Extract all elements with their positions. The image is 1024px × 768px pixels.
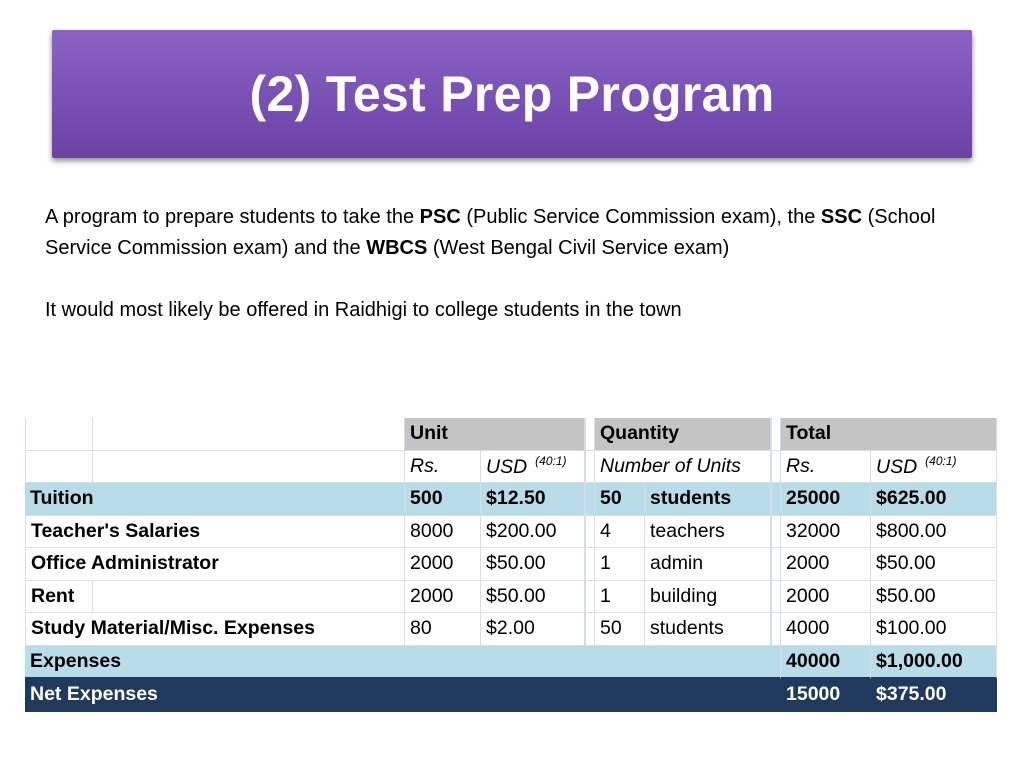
total-rs-cell: 2000 xyxy=(781,581,871,614)
total-usd-cell: $800.00 xyxy=(871,516,997,549)
quantity-header: Quantity xyxy=(595,418,771,451)
intro-text-part: (West Bengal Civil Service exam) xyxy=(427,237,730,259)
subheader-row xyxy=(25,451,997,484)
total-rs-cell: 25000 xyxy=(781,483,871,516)
empty-cell xyxy=(93,451,405,484)
table-row xyxy=(25,613,997,646)
table-row xyxy=(25,548,997,581)
ssc-term: SSC xyxy=(820,206,863,228)
expenses-row xyxy=(25,646,997,680)
unit-usd-cell: $50.00 xyxy=(481,581,585,614)
unit-header: Unit xyxy=(405,418,585,451)
row-label: Teacher's Salaries xyxy=(25,516,405,549)
table-row xyxy=(25,483,997,516)
qty-cell: 50 xyxy=(595,483,645,516)
ratio-label: (40:1) xyxy=(535,453,567,468)
intro-paragraph-1 xyxy=(45,202,945,264)
qty-cell: 1 xyxy=(595,548,645,581)
total-usd-cell: $625.00 xyxy=(871,483,997,516)
unit-rs-cell: 2000 xyxy=(405,548,481,581)
gap-cell xyxy=(585,483,595,516)
total-usd-cell: $50.00 xyxy=(871,581,997,614)
gap-cell xyxy=(585,418,595,451)
row-label: Study Material/Misc. Expenses xyxy=(25,613,405,646)
usd-label: USD xyxy=(486,455,528,478)
net-expenses-label: Net Expenses xyxy=(25,679,781,712)
total-rs-subheader: Rs. xyxy=(781,451,871,484)
net-total-rs: 15000 xyxy=(781,679,871,712)
total-rs-cell: 32000 xyxy=(781,516,871,549)
total-header: Total xyxy=(781,418,997,451)
intro-text-part: (Public Service Commission exam), the xyxy=(460,206,821,228)
qty-unit-cell: admin xyxy=(645,548,771,581)
gap-cell xyxy=(771,581,781,614)
empty-cell xyxy=(25,418,93,451)
row-label: Tuition xyxy=(25,483,405,516)
gap-cell xyxy=(585,581,595,614)
gap-cell xyxy=(585,548,595,581)
unit-usd-cell: $200.00 xyxy=(481,516,585,549)
qty-unit-cell: building xyxy=(645,581,771,614)
unit-rs-cell: 500 xyxy=(405,483,481,516)
slide-title: (2) Test Prep Program xyxy=(249,66,775,122)
header-row xyxy=(25,418,997,451)
intro-text-part: A program to prepare students to take the xyxy=(45,206,420,228)
total-usd-subheader xyxy=(871,451,997,484)
empty-cell xyxy=(93,581,405,614)
row-label: Office Administrator xyxy=(25,548,405,581)
qty-unit-cell: students xyxy=(645,613,771,646)
unit-rs-cell: 80 xyxy=(405,613,481,646)
ratio-label: (40:1) xyxy=(925,453,957,468)
expenses-label: Expenses xyxy=(25,646,781,680)
qty-unit-cell: teachers xyxy=(645,516,771,549)
intro-text-part: (School Service Commission exam) and the xyxy=(45,206,936,259)
empty-cell xyxy=(25,451,93,484)
unit-rs-subheader: Rs. xyxy=(405,451,481,484)
qty-unit-cell: students xyxy=(645,483,771,516)
usd-label: USD xyxy=(876,455,918,478)
intro-paragraph-2: It would most likely be offered in Raidhigi to college students in the town xyxy=(45,299,682,321)
table-row xyxy=(25,516,997,549)
gap-cell xyxy=(585,451,595,484)
expenses-total-rs: 40000 xyxy=(781,646,871,680)
budget-table xyxy=(25,418,997,712)
gap-cell xyxy=(771,418,781,451)
gap-cell xyxy=(771,451,781,484)
qty-cell: 4 xyxy=(595,516,645,549)
gap-cell xyxy=(585,613,595,646)
empty-cell xyxy=(93,418,405,451)
psc-term: PSC xyxy=(419,206,461,228)
unit-rs-cell: 2000 xyxy=(405,581,481,614)
net-expenses-row xyxy=(25,679,997,712)
unit-usd-cell: $2.00 xyxy=(481,613,585,646)
gap-cell xyxy=(771,516,781,549)
qty-cell: 1 xyxy=(595,581,645,614)
total-rs-cell: 4000 xyxy=(781,613,871,646)
unit-usd-cell: $50.00 xyxy=(481,548,585,581)
num-units-subheader: Number of Units xyxy=(595,451,771,484)
title-banner xyxy=(52,30,972,158)
intro-text xyxy=(45,202,945,326)
gap-cell xyxy=(771,548,781,581)
net-total-usd: $375.00 xyxy=(871,679,997,712)
total-usd-cell: $50.00 xyxy=(871,548,997,581)
total-rs-cell: 2000 xyxy=(781,548,871,581)
gap-cell xyxy=(771,613,781,646)
wbcs-term: WBCS xyxy=(366,237,428,259)
unit-usd-subheader xyxy=(481,451,585,484)
qty-cell: 50 xyxy=(595,613,645,646)
gap-cell xyxy=(771,483,781,516)
total-usd-cell: $100.00 xyxy=(871,613,997,646)
unit-rs-cell: 8000 xyxy=(405,516,481,549)
row-label: Rent xyxy=(25,581,93,614)
expenses-total-usd: $1,000.00 xyxy=(871,646,997,680)
unit-usd-cell: $12.50 xyxy=(481,483,585,516)
table-row xyxy=(25,581,997,614)
gap-cell xyxy=(585,516,595,549)
